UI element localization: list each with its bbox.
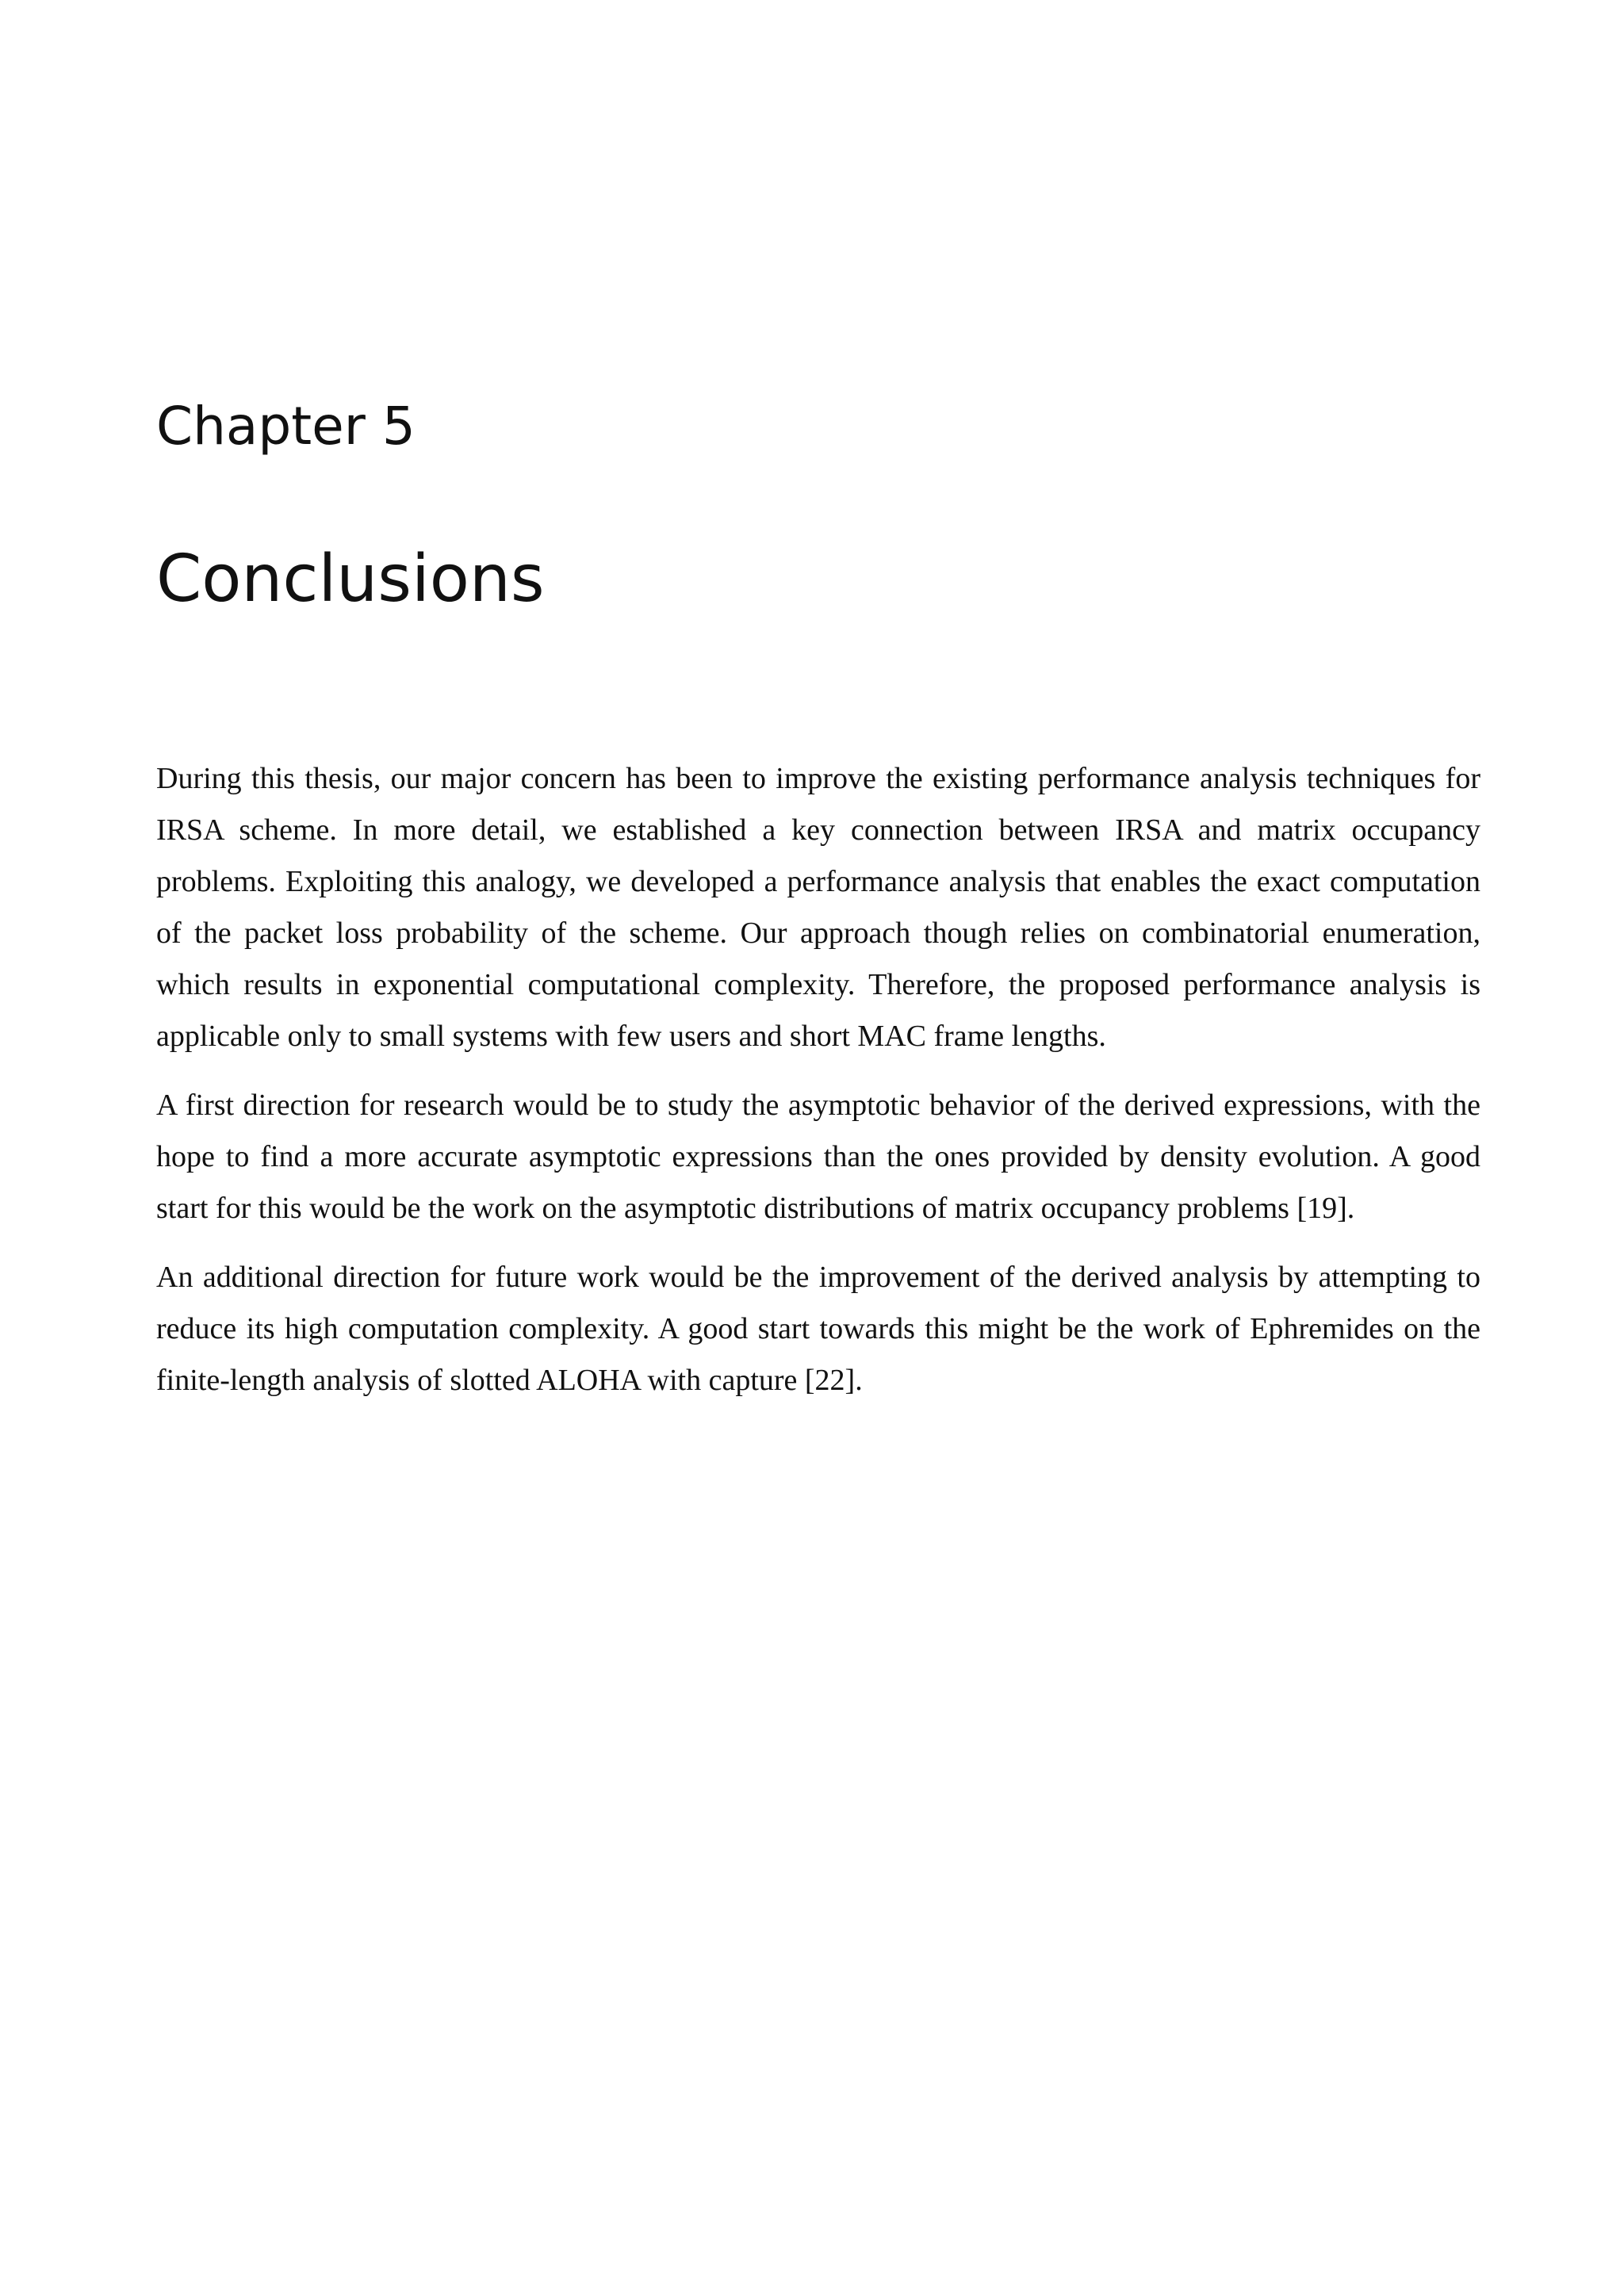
paragraph-1: During this thesis, our major concern has been to improve the existing performance analysis techniques for IRSA scheme. In more detail, we established a key connection between IRSA and matrix occupancy problems. Exploiting this analogy, we developed a performance analysis that enables the exact computation of the packet loss probability of the scheme. Our approach though relies on combinatorial enumeration, which results in exponential computational complexity. Therefore, the proposed performance analysis is applicable only to small systems with few users and short MAC frame lengths.: [156, 762, 1480, 1053]
chapter-body: [156, 753, 1480, 1424]
chapter-number: Chapter 5: [156, 396, 416, 457]
paragraph-2: A first direction for research would be to study the asymptotic behavior of the derived expressions, with the hope to find a more accurate asymptotic expressions than the ones provided by density evolution. A good start for this would be the work on the asymptotic distributions of matrix occupancy problems [19].: [156, 1089, 1480, 1225]
chapter-title: Conclusions: [156, 541, 545, 617]
paragraph-3: An additional direction for future work would be the improvement of the derived analysis by attempting to reduce its high computation complexity. A good start towards this might be the work of Ephremides on the finite-length analysis of slotted ALOHA with capture [22].: [156, 1261, 1480, 1397]
